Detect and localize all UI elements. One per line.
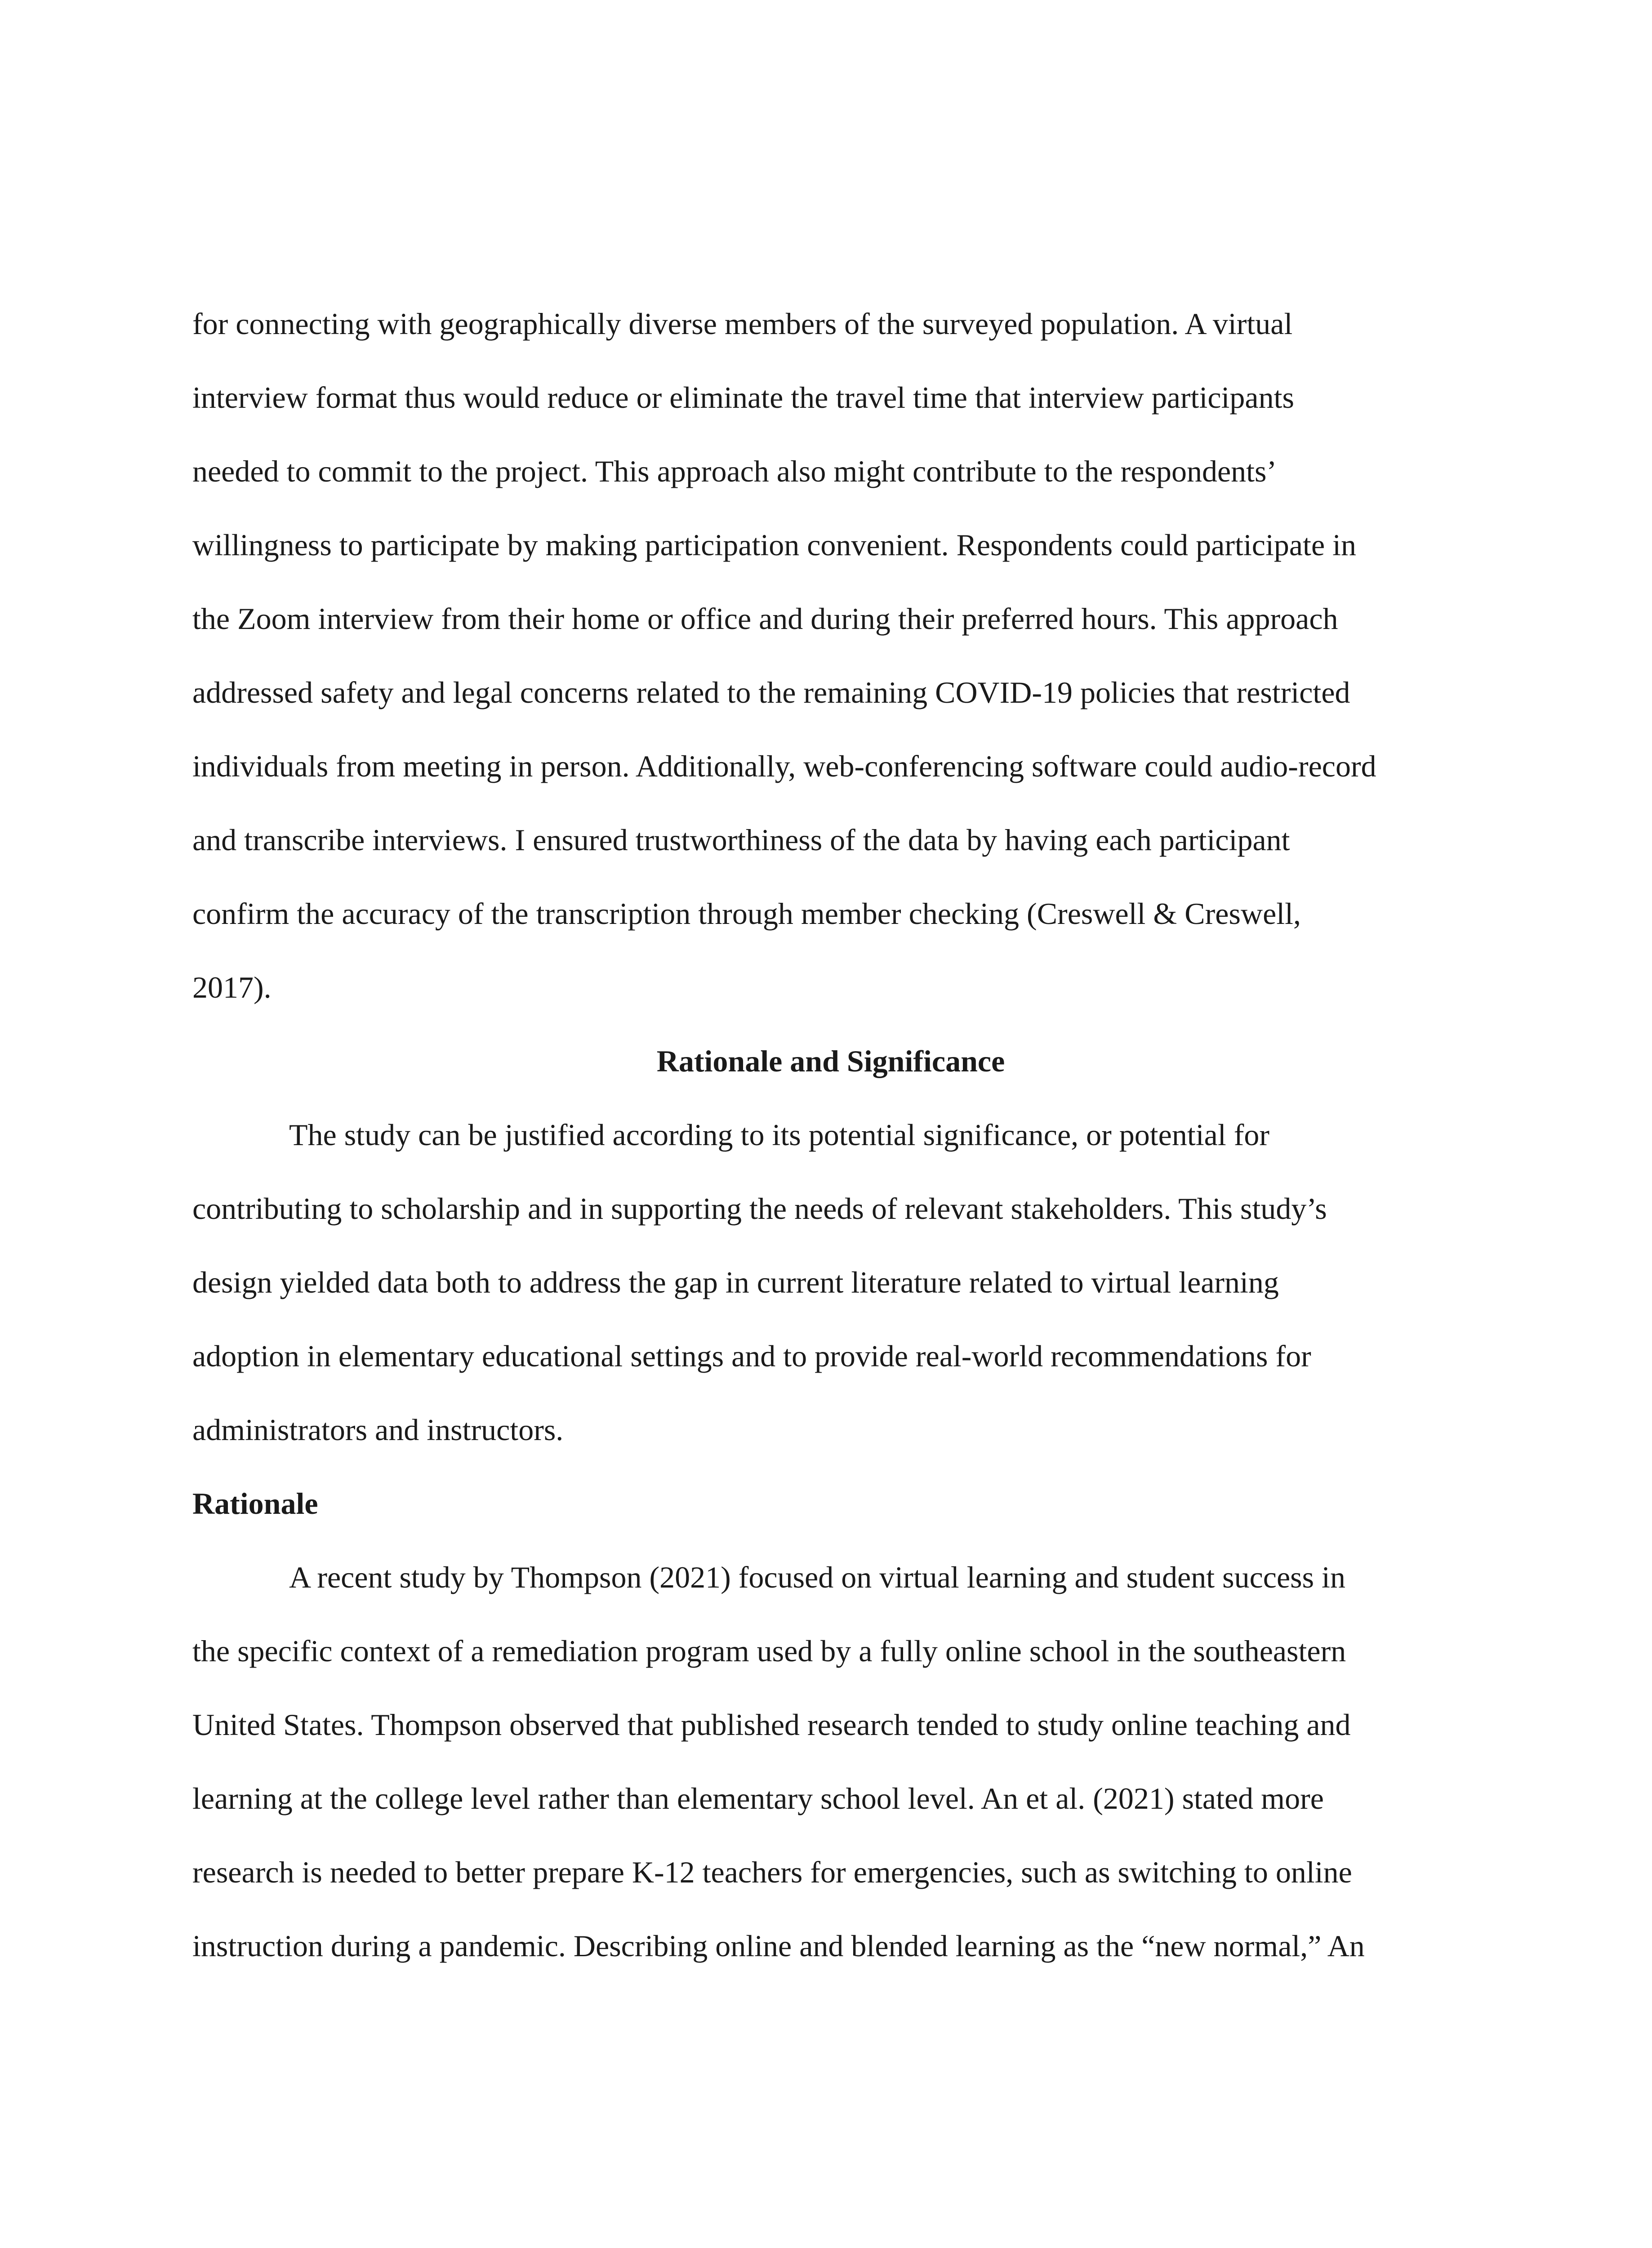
text-line: and transcribe interviews. I ensured trustworthiness of the data by having each participant	[192, 823, 1290, 857]
text-line: The study can be justified according to its potential significance, or potential for	[289, 1118, 1270, 1152]
text-line: instruction during a pandemic. Describing online and blended learning as the “new normal,” An	[192, 1929, 1365, 1963]
text-line: the Zoom interview from their home or office and during their preferred hours. This approach	[192, 602, 1338, 636]
paragraph-rationale	[192, 1540, 1469, 1983]
text-line: individuals from meeting in person. Additionally, web-conferencing software could audio-record	[192, 749, 1376, 783]
text-line: for connecting with geographically diverse members of the surveyed population. A virtual	[192, 307, 1293, 341]
text-line: A recent study by Thompson (2021) focused on virtual learning and student success in	[289, 1560, 1345, 1594]
text-line: contributing to scholarship and in supporting the needs of relevant stakeholders. This study’s	[192, 1191, 1327, 1226]
paragraph-continued	[192, 287, 1469, 1024]
paragraph-significance	[192, 1098, 1469, 1467]
text-line: willingness to participate by making participation convenient. Respondents could participate in	[192, 528, 1357, 562]
text-line: interview format thus would reduce or eliminate the travel time that interview participants	[192, 380, 1294, 415]
text-line: learning at the college level rather than elementary school level. An et al. (2021) stated more	[192, 1781, 1324, 1815]
text-line: addressed safety and legal concerns related to the remaining COVID-19 policies that restricted	[192, 675, 1350, 709]
text-line: the specific context of a remediation program used by a fully online school in the southeastern	[192, 1634, 1346, 1668]
text-line: design yielded data both to address the gap in current literature related to virtual learning	[192, 1265, 1279, 1299]
text-line: administrators and instructors.	[192, 1413, 564, 1447]
text-line: needed to commit to the project. This approach also might contribute to the respondents’	[192, 454, 1277, 488]
subsection-heading: Rationale	[192, 1486, 318, 1521]
section-heading: Rationale and Significance	[656, 1044, 1005, 1078]
text-line: research is needed to better prepare K-12 teachers for emergencies, such as switching to online	[192, 1855, 1352, 1889]
text-line: 2017).	[192, 970, 272, 1004]
text-line: confirm the accuracy of the transcription through member checking (Creswell & Creswell,	[192, 897, 1301, 931]
text-line: adoption in elementary educational settings and to provide real-world recommendations for	[192, 1339, 1311, 1373]
text-line: United States. Thompson observed that published research tended to study online teaching and	[192, 1708, 1351, 1742]
body-text	[192, 287, 1469, 1983]
